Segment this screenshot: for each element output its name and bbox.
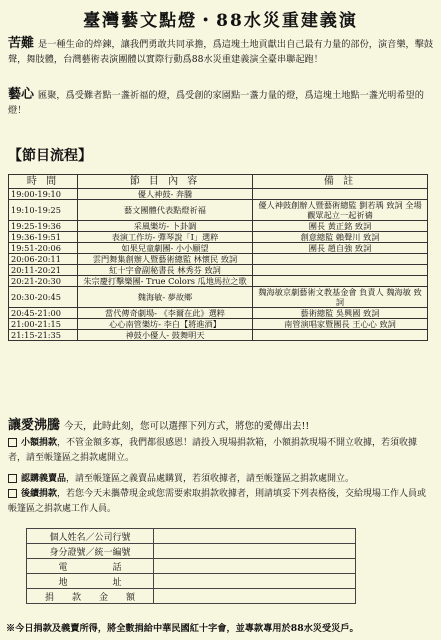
cell-program: 優人神鼓- 奔騰 (78, 189, 253, 200)
cell-note (253, 276, 428, 287)
cell-note: 魏海敏京劇藝術文教基金會 負責人 魏海敏 致詞 (253, 287, 428, 308)
cell-program: 紅十字會副秘書長 林秀芬 致詞 (78, 265, 253, 276)
cell-program: 如果兒童劇團- 小小願望 (78, 243, 253, 254)
form-input-cell[interactable] (154, 559, 356, 574)
cell-note: 團長 黃正銘 致詞 (253, 221, 428, 232)
cell-time: 21:00-21:15 (9, 319, 78, 330)
cell-program: 朱宗慶打擊樂團- True Colors 瓜地馬拉之歌 (78, 276, 253, 287)
cell-program: 采風樂坊- 卜卦調 (78, 221, 253, 232)
table-row (9, 221, 428, 232)
cell-time: 20:11-20:21 (9, 265, 78, 276)
table-row (9, 200, 428, 221)
option-text: ，請至帳篷區之義賣品處購買，若須收據者，請至帳篷區之捐款處開立。 (66, 474, 355, 484)
option-label: 認購義賣品 (21, 474, 67, 484)
header-note: 備 註 (253, 175, 428, 189)
page-title: 臺灣藝文點燈・88水災重建義演 (83, 11, 358, 31)
form-label: 地 址 (27, 574, 154, 589)
intro-paragraph-2 (8, 87, 436, 118)
intro-paragraph-1 (8, 36, 436, 67)
cell-time: 20:30-20:45 (9, 287, 78, 308)
option-later-donation (8, 487, 434, 517)
option-charity-sale (8, 472, 434, 487)
form-label: 電 話 (27, 559, 154, 574)
form-row (27, 544, 356, 559)
cell-time: 19:25-19:36 (9, 221, 78, 232)
form-row (27, 574, 356, 589)
intro-text-2: 匯聚，爲受難者點一盞祈福的燈，爲受創的家園點一盞力量的燈，爲這塊土地點一盞光明希望的燈！ (8, 90, 424, 116)
form-input-cell[interactable] (154, 529, 356, 544)
form-label: 身分證號／統一編號 (27, 544, 154, 559)
cell-time: 19:51-20:06 (9, 243, 78, 254)
footer-note: ※今日捐款及義賣所得，將全數捐給中華民國紅十字會，並專款專用於88水災受災戶。 (6, 623, 359, 634)
option-label: 小額捐款 (21, 438, 58, 448)
form-input-cell[interactable] (154, 574, 356, 589)
table-row (9, 254, 428, 265)
header-time: 時 間 (9, 175, 78, 189)
donate-text: 今天，此時此刻，您可以選擇下列方式，將您的愛傳出去!! (64, 421, 310, 432)
form-row (27, 589, 356, 604)
cell-program: 心心南管樂坊- 李白【將進酒】 (78, 319, 253, 330)
form-input-cell[interactable] (154, 544, 356, 559)
cell-note (253, 265, 428, 276)
cell-note: 創意總監 賴聲川 致詞 (253, 232, 428, 243)
cell-time: 19:00-19:10 (9, 189, 78, 200)
cell-time: 20:06-20:11 (9, 254, 78, 265)
cell-note (253, 189, 428, 200)
checkbox-later-donation[interactable] (8, 489, 17, 498)
form-label: 個人姓名／公司行號 (27, 529, 154, 544)
form-label: 捐 款 金 額 (27, 589, 154, 604)
option-text: ，不管金額多寡，我們都很感恩！請投入現場捐款箱，小額捐款現場不開立收據，若須收據者，請至帳篷區之捐款處開立。 (8, 438, 418, 463)
cell-note (253, 254, 428, 265)
cell-time: 21:15-21:35 (9, 330, 78, 341)
program-table (8, 174, 428, 341)
cell-note (253, 330, 428, 341)
cell-program: 當代傳奇劇場- 《李爾在此》選粹 (78, 308, 253, 319)
table-row (9, 330, 428, 341)
checkbox-charity-sale[interactable] (8, 474, 17, 483)
intro-text-1: 是一種生命的焠鍊，讓我們勇敢共同承擔，爲這塊土地貢獻出自己最有力量的部份，演音樂，擊鼓聲，舞肢體，台灣藝術表演團體以實際行動爲88水災重建義演全臺串聯起跑！ (8, 39, 434, 65)
table-row (9, 243, 428, 254)
intro-lead-2: 藝心 (8, 87, 35, 102)
form-row (27, 559, 356, 574)
cell-note: 優人神鼓創辦人暨藝術總監 劉若瑀 致詞 全場觀眾起立一起祈禱 (253, 200, 428, 221)
cell-program: 神鼓小優人- 鼓舞明天 (78, 330, 253, 341)
cell-note: 藝術總監 吳興國 致詞 (253, 308, 428, 319)
option-text: ，若您今天未攜帶現金或您需要索取捐款收據者，則請填妥下列表格後，交給現場工作人員或帳篷區之捐款處工作人員。 (8, 489, 427, 514)
donation-form (26, 528, 356, 604)
cell-note: 南管演唱家暨團長 王心心 致詞 (253, 319, 428, 330)
table-row (9, 319, 428, 330)
table-row (9, 232, 428, 243)
table-row (9, 189, 428, 200)
table-row (9, 265, 428, 276)
table-row (9, 308, 428, 319)
option-small-donation (8, 436, 434, 466)
donate-heading (8, 414, 309, 433)
option-label: 後續捐款 (21, 489, 58, 499)
checkbox-small-donation[interactable] (8, 438, 17, 447)
table-row (9, 276, 428, 287)
cell-time: 20:21-20:30 (9, 276, 78, 287)
cell-program: 表演工作坊- 彈琴說「I」選粹 (78, 232, 253, 243)
cell-program: 魏海敏- 夢故鄉 (78, 287, 253, 308)
form-input-cell[interactable] (154, 589, 356, 604)
form-row (27, 529, 356, 544)
cell-program: 雲門舞集創辦人暨藝術總監 林懷民 致詞 (78, 254, 253, 265)
intro-lead-1: 苦難 (8, 36, 35, 51)
cell-program: 藝文團體代表點燈祈福 (78, 200, 253, 221)
cell-note: 團長 趙自強 致詞 (253, 243, 428, 254)
table-row (9, 287, 428, 308)
header-program: 節 目 內 容 (78, 175, 253, 189)
cell-time: 20:45-21:00 (9, 308, 78, 319)
section-title: 【節目流程】 (8, 148, 92, 164)
cell-time: 19:36-19:51 (9, 232, 78, 243)
cell-time: 19:10-19:25 (9, 200, 78, 221)
donate-lead: 讓愛沸騰 (8, 418, 61, 433)
